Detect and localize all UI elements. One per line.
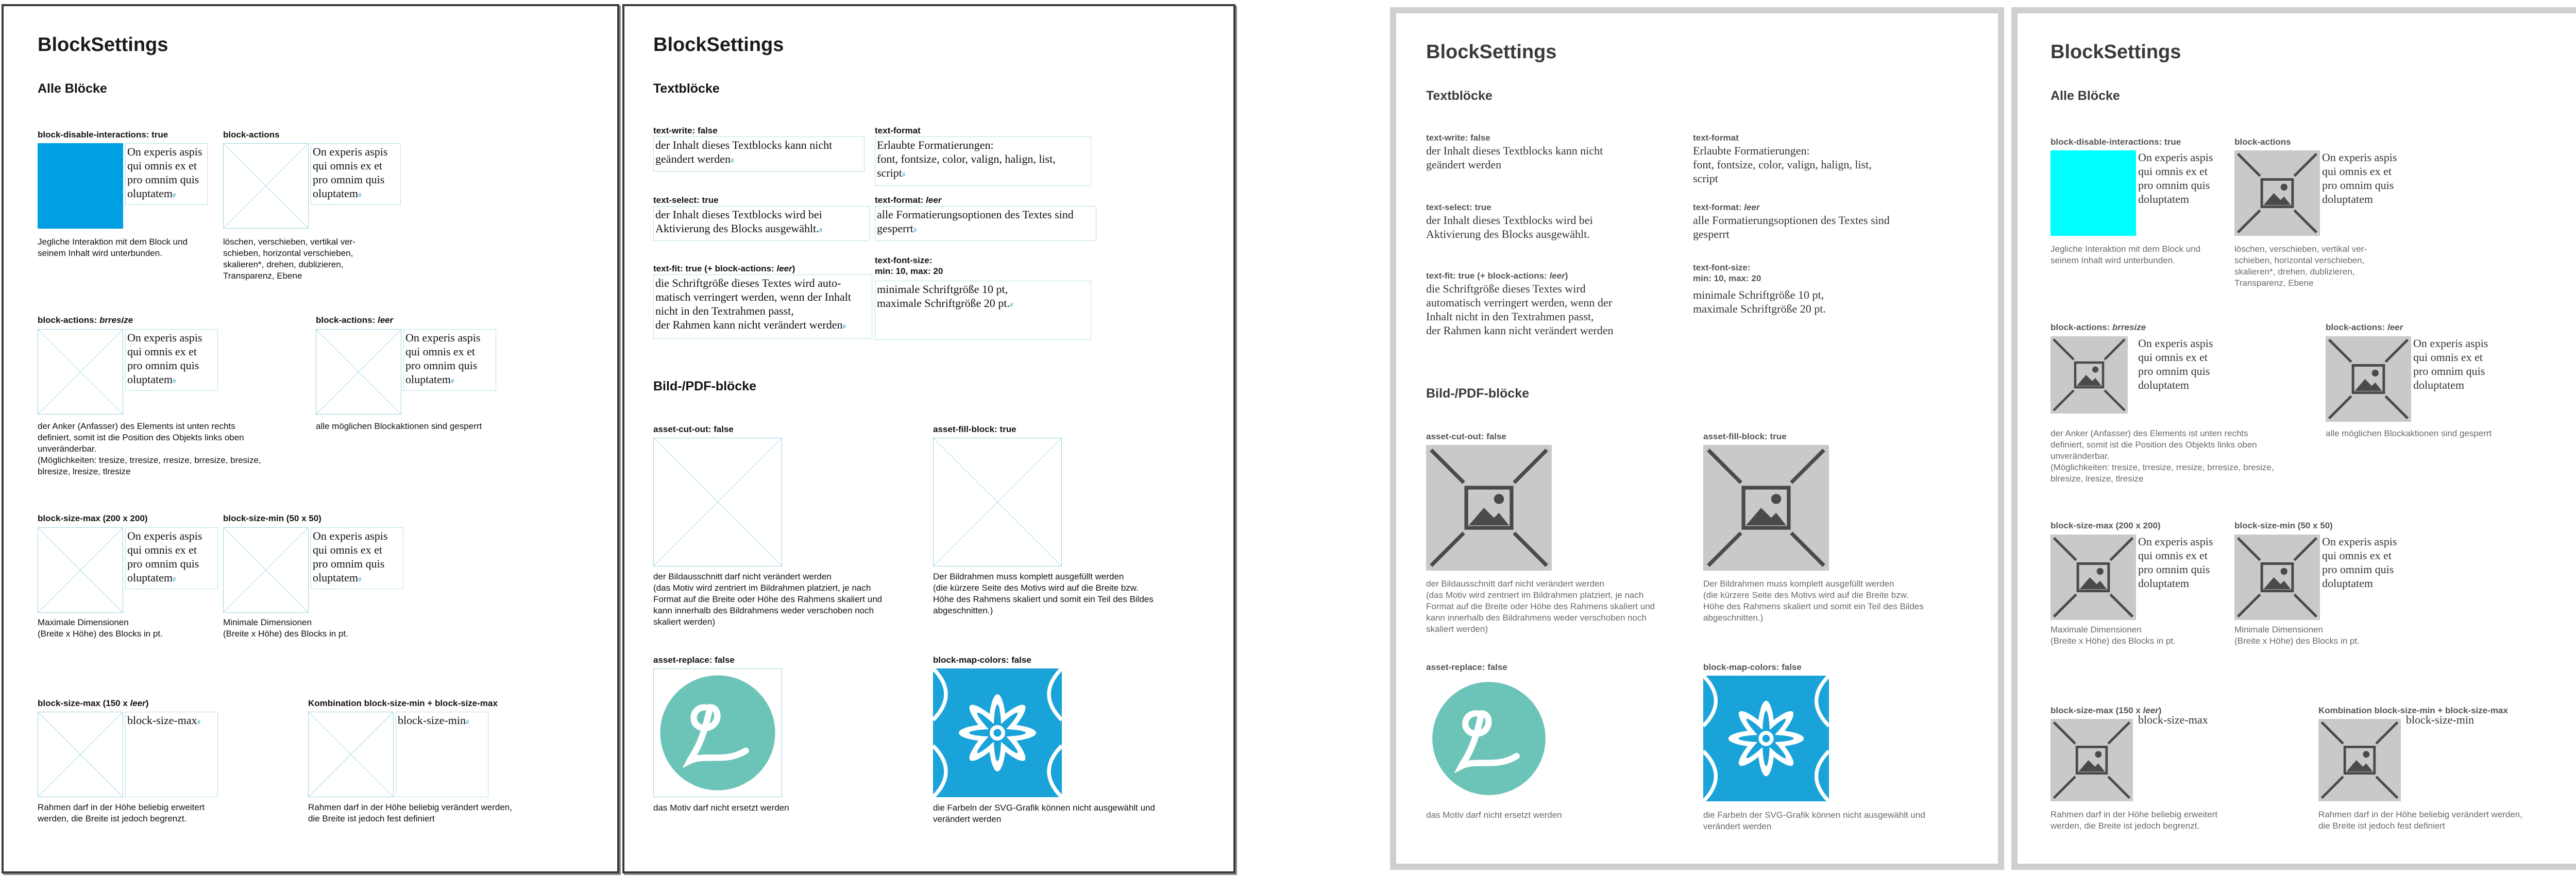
blue-block[interactable] [38,143,123,229]
text-frame-min-50[interactable]: On experis aspis qui omnis ex et pro omnim quis doluptatem [2322,535,2397,590]
label-asset-cut-out: asset-cut-out: false [1426,432,1506,441]
label-brresize: block-actions: brresize [38,315,133,325]
cross-frame-icon[interactable] [38,527,123,613]
image-placeholder-icon[interactable] [2050,719,2133,801]
text-write[interactable]: der Inhalt dieses Textblocks kann nicht geändert werden [1426,144,1603,171]
logo-l-icon[interactable] [653,668,782,797]
desc-brresize: der Anker (Anfasser) des Elements ist unten rechts definiert, somit ist die Position des Objekts links oben unveränderbar. (Möglichkeiten: tresize, trresize, rresize, brresize, bresize, blresize, lresize, tlresize [38,421,261,476]
page-title: BlockSettings [2050,41,2181,63]
text-frame-brresize[interactable]: On experis aspis qui omnis ex et pro omnim quis oluptatem # [125,329,218,391]
desc-asset-cut-out: der Bildausschnitt darf nicht verändert werden (das Motiv wird zentriert im Bildrahmen platziert, je nach Format auf die Breite oder Höhe des Rahmens skaliert und kann innerhalb des Bildrahmens weder verschoben noch skaliert werden) [653,572,883,627]
label-size-max-150: block-size-max (150 x leer) [38,698,149,708]
cross-frame-icon[interactable] [223,527,309,613]
page-3-textbloecke-preview [1390,7,2004,870]
image-placeholder-icon[interactable] [2050,535,2136,620]
label-asset-replace: asset-replace: false [1426,662,1507,672]
label-asset-fill-block: asset-fill-block: true [1703,432,1787,441]
text-frame-fit[interactable]: die Schriftgröße dieses Textes wird auto- matisch verringert werden, wenn der Inhalt nicht in den Textrahmen passt, der Rahmen kann nicht verändert werden # [653,274,872,339]
desc-disable-interactions: Jegliche Interaktion mit dem Block und seinem Inhalt wird unterbunden. [38,237,188,258]
desc-size-min-50: Minimale Dimensionen (Breite x Höhe) des Blocks in pt. [223,617,348,639]
label-disable-interactions: block-disable-interactions: true [2050,137,2181,147]
desc-size-max-200: Maximale Dimensionen (Breite x Höhe) des Blocks in pt. [38,617,163,639]
label-block-map-colors: block-map-colors: false [933,655,1031,665]
desc-disable-interactions: Jegliche Interaktion mit dem Block und seinem Inhalt wird unterbunden. [2050,244,2201,265]
cross-frame-icon[interactable] [316,329,401,415]
text-frame-format[interactable]: Erlaubte Formatierungen: font, fontsize, color, valign, halign, list, script # [875,136,1091,186]
cross-frame-icon[interactable] [38,329,123,415]
cross-frame-icon[interactable] [223,143,309,229]
label-asset-cut-out: asset-cut-out: false [653,424,734,434]
label-size-min-50: block-size-min (50 x 50) [223,513,321,523]
section-heading-textbloecke: Textblöcke [653,81,720,96]
desc-kombination: Rahmen darf in der Höhe beliebig verändert werden, die Breite ist jedoch fest definiert [2318,810,2522,831]
text-frame-max-150[interactable]: block-size-max [2138,713,2208,726]
section-heading-alle-bloecke: Alle Blöcke [38,81,107,96]
page-title: BlockSettings [38,34,168,56]
desc-block-actions: löschen, verschieben, vertikal ver- schieben, horizontal verschieben, skalieren*, drehen, dublizieren, Transparenz, Ebene [2234,244,2367,288]
text-frame-format-leer[interactable]: alle Formatierungsoptionen des Textes sind gesperrt # [875,206,1096,241]
image-placeholder-icon[interactable] [2234,150,2320,236]
label-text-format: text-format [875,126,921,135]
label-asset-fill-block: asset-fill-block: true [933,424,1016,434]
desc-asset-replace: das Motiv darf nicht ersetzt werden [653,803,789,813]
desc-kombination: Rahmen darf in der Höhe beliebig verändert werden, die Breite ist jedoch fest definiert [308,802,512,823]
label-text-font-size: text-font-size: min: 10, max: 20 [875,255,943,276]
image-placeholder-icon[interactable] [1703,445,1829,571]
label-kombination: Kombination block-size-min + block-size-max [2318,706,2508,715]
image-placeholder-icon[interactable] [2318,719,2401,801]
logo-l-icon[interactable] [1426,676,1552,801]
text-frame-font-size[interactable]: minimale Schriftgröße 10 pt, maximale Schriftgröße 20 pt. # [875,281,1091,340]
label-text-font-size: text-font-size: min: 10, max: 20 [1693,263,1761,283]
desc-size-min-50: Minimale Dimensionen (Breite x Höhe) des Blocks in pt. [2234,625,2360,646]
cyan-block[interactable] [2050,150,2136,236]
image-placeholder-icon[interactable] [2234,535,2320,620]
text-frame-write[interactable]: der Inhalt dieses Textblocks kann nicht geändert werden # [653,136,865,171]
text-frame-disable[interactable]: On experis aspis qui omnis ex et pro omnim quis doluptatem [2138,151,2213,205]
text-frame-actions[interactable]: On experis aspis qui omnis ex et pro omnim quis doluptatem [2322,151,2397,205]
desc-asset-replace: das Motiv darf nicht ersetzt werden [1426,810,1562,820]
page-title: BlockSettings [653,34,784,56]
label-text-format-leer: text-format: leer [1693,202,1760,212]
label-disable-interactions: block-disable-interactions: true [38,130,168,140]
mandala-icon[interactable] [1703,676,1829,801]
desc-block-map-colors: die Farbeln der SVG-Grafik können nicht ausgewählt und verändert werden [1703,810,1925,831]
label-brresize: block-actions: brresize [2050,322,2146,332]
label-text-format: text-format [1693,133,1739,143]
text-frame-min-50[interactable]: On experis aspis qui omnis ex et pro omnim quis oluptatem # [311,527,403,589]
cross-frame-icon[interactable] [933,438,1062,566]
label-kombination: Kombination block-size-min + block-size-max [308,698,498,708]
page-1-alle-bloecke [2,4,619,873]
text-format-leer[interactable]: alle Formatierungsoptionen des Textes sind gesperrt [1693,214,1890,241]
desc-block-map-colors: die Farbeln der SVG-Grafik können nicht ausgewählt und verändert werden [933,803,1155,824]
text-frame-max-150[interactable]: block-size-max # [125,712,218,797]
desc-asset-cut-out: der Bildausschnitt darf nicht verändert werden (das Motiv wird zentriert im Bildrahmen platziert, je nach Format auf die Breite oder Höhe des Rahmens skaliert und kann innerhalb des Bildrahmens weder verschoben noch skaliert werden) [1426,579,1655,634]
text-frame-leer[interactable]: On experis aspis qui omnis ex et pro omnim quis oluptatem # [403,329,496,391]
cross-frame-icon[interactable] [38,712,123,797]
page-title: BlockSettings [1426,41,1557,63]
page-4-alle-bloecke-preview [2011,7,2576,870]
text-select[interactable]: der Inhalt dieses Textblocks wird bei Aktivierung des Blocks ausgewählt. [1426,214,1593,241]
text-frame-brresize[interactable]: On experis aspis qui omnis ex et pro omnim quis doluptatem [2138,337,2213,391]
label-text-write: text-write: false [653,126,718,135]
text-frame-max-200[interactable]: On experis aspis qui omnis ex et pro omnim quis oluptatem # [125,527,218,589]
section-heading-textbloecke: Textblöcke [1426,89,1493,103]
section-heading-bild-pdf: Bild-/PDF-blöcke [653,379,757,393]
image-placeholder-icon[interactable] [1426,445,1552,571]
text-frame-kombination[interactable]: block-size-min [2406,713,2474,726]
desc-asset-fill-block: Der Bildrahmen muss komplett ausgefüllt werden (die kürzere Seite des Motivs wird auf die Breite bzw. Höhe des Rahmens skaliert und somit ein Teil des Bildes abgeschnitten.) [933,572,1154,615]
page-2-textbloecke [622,4,1235,873]
text-frame-kombination[interactable]: block-size-min # [396,712,488,797]
label-block-actions: block-actions [2234,137,2291,147]
label-actions-leer: block-actions: leer [316,315,394,325]
section-heading-alle-bloecke: Alle Blöcke [2050,89,2120,103]
label-text-fit: text-fit: true (+ block-actions: leer) [653,264,795,273]
label-size-max-200: block-size-max (200 x 200) [38,513,148,523]
desc-actions-leer: alle möglichen Blockaktionen sind gesperrt [316,421,482,431]
label-text-format-leer: text-format: leer [875,195,942,205]
desc-size-max-150: Rahmen darf in der Höhe beliebig erweitert werden, die Breite ist jedoch begrenzt. [38,802,205,823]
desc-brresize: der Anker (Anfasser) des Elements ist unten rechts definiert, somit ist die Position des Objekts links oben unveränderbar. (Möglichkeiten: tresize, trresize, rresize, brresize, bresize, blresize, lresize, tlresize [2050,428,2274,484]
text-format[interactable]: Erlaubte Formatierungen: font, fontsize, color, valign, halign, list, script [1693,144,1872,185]
text-font-size[interactable]: minimale Schriftgröße 10 pt, maximale Schriftgröße 20 pt. [1693,288,1826,315]
desc-size-max-150: Rahmen darf in der Höhe beliebig erweitert werden, die Breite ist jedoch begrenzt. [2050,810,2218,831]
text-frame-leer[interactable]: On experis aspis qui omnis ex et pro omnim quis doluptatem [2413,337,2488,391]
section-heading-bild-pdf: Bild-/PDF-blöcke [1426,386,1530,401]
label-size-max-150: block-size-max (150 x leer) [2050,706,2162,715]
label-text-select: text-select: true [1426,202,1492,212]
desc-actions-leer: alle möglichen Blockaktionen sind gesperrt [2326,428,2492,438]
text-frame-max-200[interactable]: On experis aspis qui omnis ex et pro omnim quis doluptatem [2138,535,2213,590]
image-placeholder-icon[interactable] [2326,336,2411,422]
desc-size-max-200: Maximale Dimensionen (Breite x Höhe) des Blocks in pt. [2050,625,2176,646]
label-block-map-colors: block-map-colors: false [1703,662,1802,672]
cross-frame-icon[interactable] [653,438,782,566]
text-frame-actions[interactable]: On experis aspis qui omnis ex et pro omnim quis oluptatem # [311,143,401,205]
desc-block-actions: löschen, verschieben, vertikal ver- schieben, horizontal verschieben, skalieren*, drehen, dublizieren, Transparenz, Ebene [223,237,356,281]
text-frame-disable[interactable]: On experis aspis qui omnis ex et pro omnim quis oluptatem # [125,143,208,205]
text-frame-select[interactable]: der Inhalt dieses Textblocks wird bei Aktivierung des Blocks ausgewählt. # [653,206,870,241]
label-asset-replace: asset-replace: false [653,655,735,665]
image-placeholder-icon[interactable] [2050,336,2128,414]
label-text-select: text-select: true [653,195,719,205]
desc-asset-fill-block: Der Bildrahmen muss komplett ausgefüllt werden (die kürzere Seite des Motivs wird auf die Breite bzw. Höhe des Rahmens skaliert und somit ein Teil des Bildes abgeschnitten.) [1703,579,1924,623]
label-block-actions: block-actions [223,130,280,140]
label-size-max-200: block-size-max (200 x 200) [2050,521,2161,530]
label-text-write: text-write: false [1426,133,1490,143]
label-actions-leer: block-actions: leer [2326,322,2403,332]
cross-frame-icon[interactable] [308,712,394,797]
mandala-icon[interactable] [933,668,1062,797]
label-text-fit: text-fit: true (+ block-actions: leer) [1426,271,1568,281]
text-fit[interactable]: die Schriftgröße dieses Textes wird automatisch verringert werden, wenn der Inhalt nicht in den Textrahmen passt, der Rahmen kann nicht verändert werden [1426,282,1614,337]
label-size-min-50: block-size-min (50 x 50) [2234,521,2333,530]
